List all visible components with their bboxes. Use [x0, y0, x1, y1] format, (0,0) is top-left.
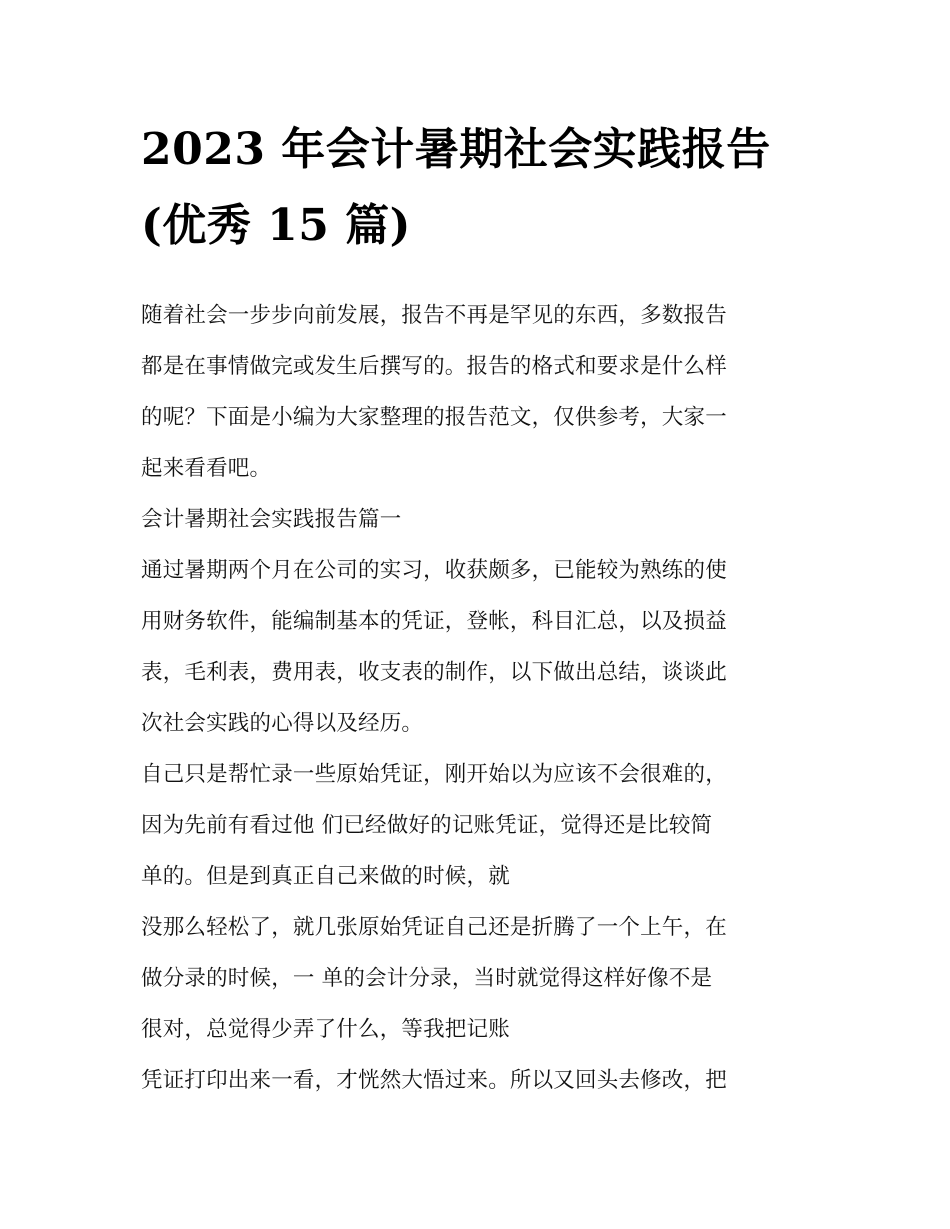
body-paragraph	[141, 545, 816, 749]
title-line: 2023 年会计暑期社会实践报告	[141, 124, 771, 175]
body-paragraph	[141, 1055, 816, 1106]
text-line: 会计暑期社会实践报告篇一	[141, 507, 402, 532]
text-line: 都是在事情做完或发生后撰写的。报告的格式和要求是什么样	[141, 354, 727, 379]
text-line: 做分录的时候，一 单的会计分录，当时就觉得这样好像不是	[141, 966, 713, 991]
text-line: 很对，总觉得少弄了什么，等我把记账	[141, 1017, 510, 1042]
body-paragraph	[141, 749, 816, 902]
intro-paragraph	[141, 290, 816, 494]
text-line: 用财务软件，能编制基本的凭证，登帐，科目汇总，以及损益	[141, 609, 727, 634]
text-line: 因为先前有看过他 们已经做好的记账凭证，觉得还是比较简	[141, 813, 713, 838]
text-line: 起来看看吧。	[141, 456, 272, 481]
text-line: 没那么轻松了，就几张原始凭证自己还是折腾了一个上午，在	[141, 915, 727, 940]
body-paragraph	[141, 902, 816, 1055]
document-body	[141, 290, 816, 1106]
section-heading	[141, 494, 816, 545]
text-line: 随着社会一步步向前发展，报告不再是罕见的东西，多数报告	[141, 303, 727, 328]
title-line: (优秀 15 篇)	[141, 200, 412, 251]
text-line: 次社会实践的心得以及经历。	[141, 711, 424, 736]
text-line: 凭证打印出来一看，才恍然大悟过来。所以又回头去修改，把	[141, 1068, 727, 1093]
text-line: 自己只是帮忙录一些原始凭证，刚开始以为应该不会很难的，	[141, 762, 727, 787]
document-title	[141, 112, 816, 264]
text-line: 表，毛利表，费用表，收支表的制作，以下做出总结，谈谈此	[141, 660, 727, 685]
document-content	[141, 112, 816, 1106]
text-line: 的呢？下面是小编为大家整理的报告范文，仅供参考，大家一	[141, 405, 727, 430]
text-line: 通过暑期两个月在公司的实习，收获颇多，已能较为熟练的使	[141, 558, 727, 583]
text-line: 单的。但是到真正自己来做的时候，就	[141, 864, 510, 889]
